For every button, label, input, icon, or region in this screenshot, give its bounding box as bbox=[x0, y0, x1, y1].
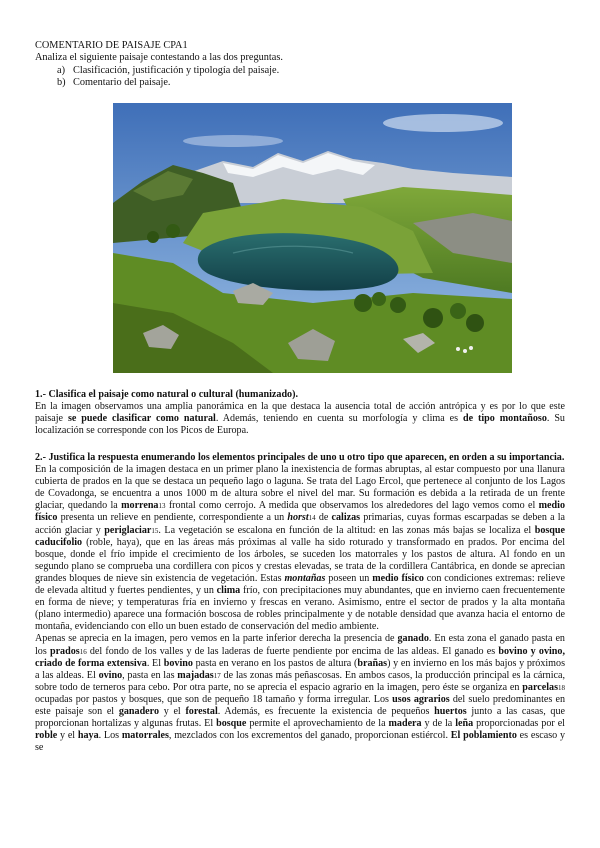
bold-run: bovino y ovino, criado de forma extensiva bbox=[35, 645, 565, 669]
text-run: . Los bbox=[98, 730, 122, 742]
bold-run: bovino bbox=[163, 657, 193, 669]
bold-run: brañas bbox=[357, 657, 388, 669]
bold-run: parcelas bbox=[522, 681, 558, 693]
text-run: con condiciones extremas: relieve de elevada altitud y fuertes pendientes, y un bbox=[35, 572, 565, 597]
text-run: frío, con precipitaciones muy abundantes, que en invierno caen frecuentemente en forma de nieve; y temperaturas fría en invierno y frescas en verano. Asimismo, entre el sector de prados y la alta montaña (plano intermedio) aparece una formación boscosa de robles principalmente y de notable densidad que avanza hacia el entorno de montaña, evidenciando con ello un buen estado de conservación del medio ambiente. bbox=[35, 585, 565, 633]
footnote-ref: 14 bbox=[308, 514, 316, 523]
text-run: de bbox=[315, 512, 332, 524]
bold-run: clima bbox=[216, 585, 241, 597]
text-run: del suelo predominantes en este paisaje son el bbox=[35, 693, 566, 717]
section-1-title: 1.- Clasifica el paisaje como natural o cultural (humanizado). bbox=[35, 389, 298, 400]
task-item bbox=[57, 77, 575, 89]
bold-run: calizas bbox=[331, 512, 361, 524]
bold-run: ganado bbox=[397, 633, 429, 645]
bold-run: El poblamiento bbox=[450, 730, 517, 742]
footnote-ref: 17 bbox=[213, 671, 221, 680]
landscape-photo bbox=[113, 103, 512, 373]
bold-run: morrena bbox=[121, 500, 159, 512]
text-run: . La vegetación se escalona en función de la altitud: en las zonas más bajas se localiza el bbox=[158, 524, 535, 536]
text-run: En la composición de la imagen destaca en un primer plano la inexistencia de formas abruptas, al estar compuesto por una llanura cubierta de prados en la que se destaca un pequeño lago o laguna. Se trata del Lago Ercol, que pertenece al conjunto de los Lagos de Covadonga, se encuentra a unos 1000 m de altura sobre el nivel del mar. Su formación es debida a la retirada de un frente glaciar, quedando la bbox=[35, 464, 565, 512]
task-item bbox=[57, 65, 575, 77]
text-run: . Además, es frecuente la existencia de pequeños bbox=[217, 705, 435, 717]
footnote-ref: 13 bbox=[158, 502, 166, 511]
text-run: de las zonas más peñascosas. En ambos casos, la producción principal es la cárnica, sobre todo de terneros para cebo. Por otra parte, no se aprecia el espacio agrario en la imagen, pero éste se organiza en bbox=[35, 669, 565, 693]
bold-run: periglaciar bbox=[104, 524, 152, 536]
text-run: , pasta en las bbox=[122, 669, 178, 681]
bold-italic-run: montañas bbox=[284, 572, 326, 584]
bold-run: haya bbox=[77, 730, 99, 742]
text-run: Apenas se aprecia en la imagen, pero vemos en la parte inferior derecha la presencia de bbox=[35, 633, 398, 645]
text-run: es escaso y se bbox=[35, 730, 565, 754]
section-1-paragraph bbox=[35, 401, 565, 437]
task-text: Clasificación, justificación y tipología del paisaje. bbox=[73, 64, 280, 76]
bold-run: bosque bbox=[216, 718, 247, 730]
text-run: poseen un bbox=[325, 572, 373, 584]
text-run: presenta un relieve en pendiente, correspondiente a un bbox=[57, 512, 288, 524]
task-marker: b) bbox=[57, 77, 66, 89]
text-run: . Su localización se corresponde con los Picos de Europa. bbox=[35, 413, 565, 437]
text-run: y el bbox=[159, 705, 186, 717]
document-title: COMENTARIO DE PAISAJE CPA1 bbox=[35, 40, 188, 51]
task-marker: a) bbox=[57, 64, 65, 76]
italic-run: horst bbox=[287, 512, 309, 524]
bold-run: medio físico bbox=[35, 500, 565, 524]
text-run: y de la bbox=[421, 718, 456, 730]
text-run: pasta en verano en los pastos de altura ( bbox=[192, 657, 358, 669]
section-1 bbox=[35, 389, 565, 437]
bold-run: madera bbox=[388, 718, 422, 730]
bold-run: leña bbox=[455, 718, 474, 730]
footnote-ref: 18 bbox=[558, 683, 565, 692]
footnote-ref: 15 bbox=[151, 526, 159, 535]
bold-run: prados bbox=[49, 645, 80, 657]
section-2-paragraph-2 bbox=[35, 633, 565, 754]
bold-run: roble bbox=[35, 730, 58, 742]
text-run: permite el aprovechamiento de la bbox=[246, 718, 389, 730]
text-run: , mezclados con los excrementos del ganado, proporcionan estiércol. bbox=[168, 730, 451, 742]
footnote-ref: 16 bbox=[79, 647, 87, 656]
bold-run: medio físico bbox=[372, 572, 424, 584]
bold-run: ovino bbox=[98, 669, 123, 681]
text-run: frontal como cerrojo. A medida que observamos los alrededores del lago vemos como el bbox=[165, 500, 539, 512]
bold-run: se puede clasificar como natural bbox=[67, 413, 216, 425]
bold-run: majadas bbox=[177, 669, 214, 681]
text-run: . El bbox=[146, 657, 164, 669]
bold-run: matorrales bbox=[121, 730, 169, 742]
bold-run: bosque caducifolio bbox=[35, 524, 565, 548]
text-run: En la imagen observamos una amplia panorámica en la que destaca la ausencia total de acción antrópica y es por lo que este paisaje bbox=[35, 401, 565, 425]
text-run: (roble, haya), que en las áreas más próximas al valle ha sido roturado y transformado en prados. Por encima del bosque, donde el frío impide el crecimiento de los árboles, se suceden los matorrales y los pastos de altura. Al fondo en un segundo plano se comprueba una cordillera con picos y crestas elevadas, se trata de la cordillera Cantábrica, en donde se aprecian grandes bloques de nieve sin existencia de vegetación. Estas bbox=[35, 536, 565, 584]
text-run: ocupadas por pastos y bosques, que son de pequeño 18 tamaño y forma irregular. Los bbox=[35, 693, 393, 705]
section-2-paragraph-1 bbox=[35, 464, 565, 633]
text-run: y el bbox=[57, 730, 78, 742]
task-list bbox=[35, 65, 575, 90]
task-text: Comentario del paisaje. bbox=[73, 77, 171, 89]
text-run: ) y en invierno en los más bajos y próximos a las aldeas. El bbox=[35, 657, 566, 681]
text-run: proporcionadas por el bbox=[473, 718, 565, 730]
text-run: . Además, teniendo en cuenta su morfología y clima es bbox=[215, 413, 463, 425]
text-run: . En esta zona el ganado pasta en los bbox=[35, 633, 565, 657]
bold-run: ganadero bbox=[118, 705, 160, 717]
bold-run: usos agrarios bbox=[392, 693, 450, 705]
bold-run: huertos bbox=[434, 705, 467, 717]
text-run: del fondo de los valles y de las laderas de fuerte pendiente por encima de las aldeas. El ganado es bbox=[86, 645, 499, 657]
bold-run: de tipo montañoso bbox=[462, 413, 547, 425]
document-header bbox=[35, 40, 575, 90]
bold-run: forestal bbox=[185, 705, 218, 717]
section-2-title: 2.- Justifica la respuesta enumerando los elementos principales de uno u otro tipo que aparecen, en orden a su importancia. bbox=[35, 452, 565, 463]
section-2 bbox=[35, 452, 565, 754]
text-run: junto a las casas, que proporcionan hortalizas y algunas frutas. El bbox=[35, 705, 565, 730]
text-run: primarias, cuyas formas escarpadas se deben a la acción glaciar y bbox=[35, 512, 565, 536]
instruction-text: Analiza el siguiente paisaje contestando a las dos preguntas. bbox=[35, 52, 283, 64]
